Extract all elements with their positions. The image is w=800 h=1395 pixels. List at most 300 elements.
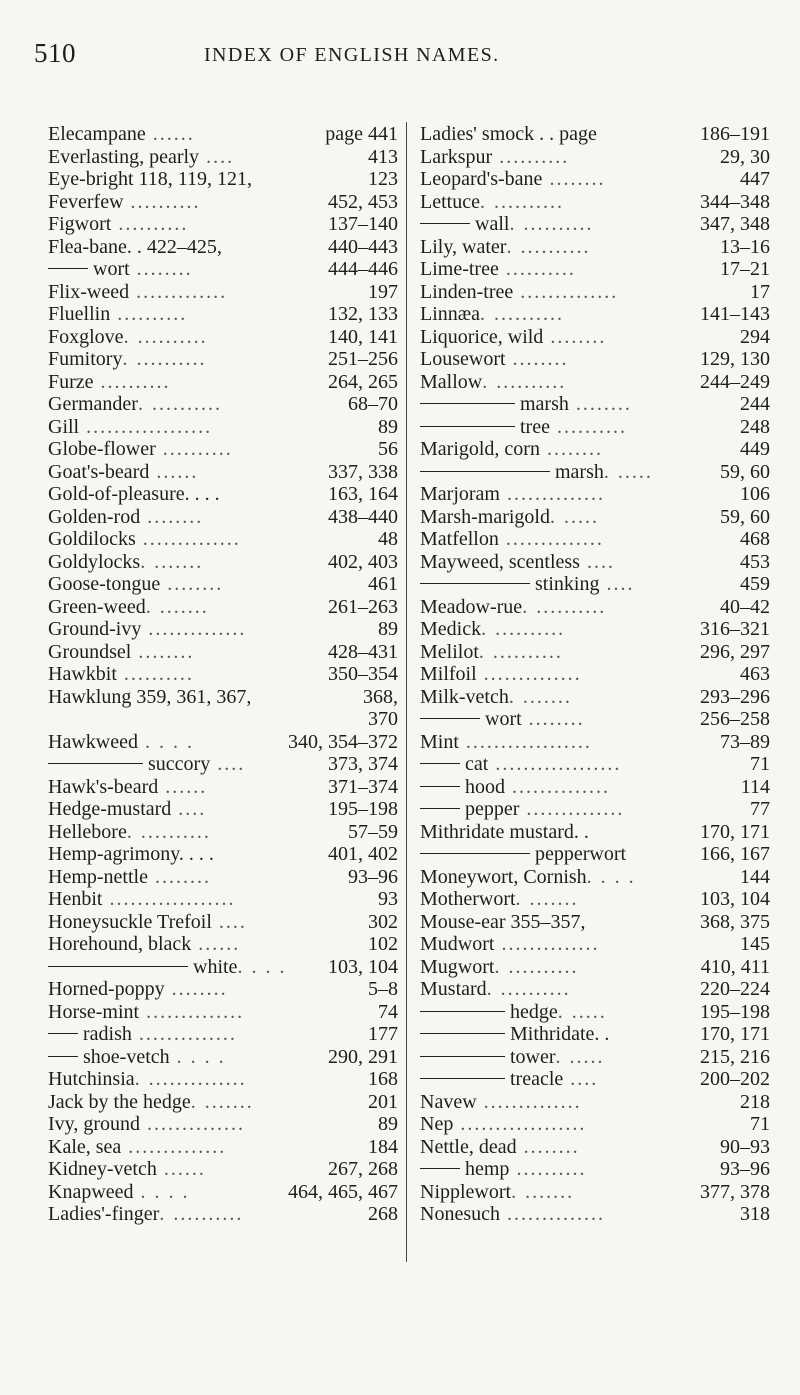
page-reference: 71 [746, 753, 770, 776]
page-reference: 177 [364, 1023, 398, 1046]
index-term: marsh [555, 460, 604, 483]
index-entry [420, 483, 770, 506]
leader-dots: . .......... [123, 325, 208, 348]
index-entry [420, 618, 770, 641]
index-entry [48, 551, 398, 574]
index-entry [48, 798, 398, 821]
index-entry [48, 438, 398, 461]
index-entry [48, 1136, 398, 1159]
page-reference: 290, 291 [324, 1046, 398, 1069]
index-term: Horned-poppy [48, 978, 165, 1000]
page-reference: 144 [736, 866, 770, 889]
index-entry [420, 1001, 770, 1024]
index-entry [420, 371, 770, 394]
index-term: Hemp-agrimony. . . . [48, 843, 214, 865]
index-term: Mudwort [420, 933, 495, 955]
index-term: Elecampane [48, 123, 146, 145]
index-term: Foxglove [48, 325, 124, 348]
page-reference: 461 [364, 573, 398, 596]
leader-dots: .............. [140, 1113, 246, 1135]
index-entry [48, 506, 398, 529]
index-term: Linden-tree [420, 280, 514, 303]
leader-dots: ........ [543, 325, 607, 348]
ditto-dash [420, 808, 460, 809]
page-reference: 93 [374, 888, 398, 911]
index-term: Horse-mint [48, 1000, 140, 1023]
leader-dots: .............. [121, 1135, 227, 1158]
index-term: Larkspur [420, 145, 493, 168]
index-term: pepperwort [535, 843, 627, 865]
leader-dots: . .............. [134, 1068, 247, 1090]
page-reference: 459 [736, 573, 770, 596]
index-term: Germander [48, 393, 138, 415]
leader-dots: ........ [140, 505, 204, 528]
index-term: Mithridate. . [510, 1023, 610, 1045]
leader-dots: ........ [164, 978, 228, 1000]
index-term: Matfellon [420, 528, 499, 550]
index-term: Horehound, black [48, 933, 192, 955]
index-term: radish [83, 1023, 132, 1045]
index-term: Meadow-rue [420, 595, 523, 618]
page-reference: 267, 268 [324, 1158, 398, 1181]
index-entry [48, 213, 398, 236]
index-term: hood [465, 775, 505, 798]
index-term: Liquorice, wild [420, 325, 544, 348]
leader-dots: .............. [131, 1023, 237, 1045]
leader-dots: .... [563, 1068, 599, 1090]
page-reference: 168 [364, 1068, 398, 1091]
index-term: Golden-rod [48, 505, 141, 528]
index-entry [48, 1158, 398, 1181]
page-reference: 56 [374, 438, 398, 461]
page-reference: 89 [374, 416, 398, 439]
page-reference: 444–446 [324, 258, 398, 281]
index-entry [420, 596, 770, 619]
index-term: Lime-tree [420, 258, 499, 280]
ditto-dash [420, 1033, 505, 1034]
leader-dots: ........ [516, 1135, 580, 1158]
index-entry [420, 416, 770, 439]
index-term: wall [475, 213, 510, 235]
index-term: wort [93, 258, 130, 280]
ditto-dash [420, 426, 515, 427]
leader-dots: ........ [131, 640, 195, 663]
index-term: Jack by the hedge [48, 1090, 191, 1113]
index-entry [48, 663, 398, 686]
index-entry [420, 326, 770, 349]
page-reference: 90–93 [716, 1136, 770, 1159]
index-entry [420, 303, 770, 326]
index-entry [48, 146, 398, 169]
index-term: wort [485, 708, 522, 730]
index-entry [48, 978, 398, 1001]
ditto-dash [420, 583, 530, 584]
leader-dots: .................. [453, 1113, 587, 1135]
leader-dots: .......... [110, 303, 188, 325]
leader-dots: . .......... [137, 393, 222, 415]
page-reference: 347, 348 [696, 213, 770, 236]
page-reference: 368, [359, 686, 398, 709]
page-reference: 340, 354–372 [284, 731, 398, 754]
index-term: Mithridate mustard. . [420, 820, 589, 843]
index-entry [420, 438, 770, 461]
leader-dots: .............. [139, 1000, 245, 1023]
leader-dots: .......... [116, 663, 194, 685]
page-reference: 137–140 [324, 213, 398, 236]
index-entry [48, 1068, 398, 1091]
index-term: Figwort [48, 213, 112, 235]
page-reference: 449 [736, 438, 770, 461]
leader-dots: . . . . [137, 730, 194, 753]
page-reference: 244 [736, 393, 770, 416]
index-term: Goldilocks [48, 528, 136, 550]
index-entry [420, 281, 770, 304]
index-term: treacle [510, 1068, 564, 1090]
index-entry [420, 1046, 770, 1069]
page-reference: 316–321 [696, 618, 770, 641]
index-term: Hemp-nettle [48, 865, 148, 888]
index-term: Marsh-marigold [420, 505, 550, 528]
index-column-right [420, 123, 770, 1226]
page-reference: 296, 297 [696, 641, 770, 664]
index-term: Kale, sea [48, 1135, 122, 1158]
running-title: INDEX OF ENGLISH NAMES. [204, 44, 500, 66]
index-term: Hawkweed [48, 730, 138, 753]
index-entry [48, 191, 398, 214]
leader-dots: .............. [513, 280, 619, 303]
index-entry [48, 753, 398, 776]
index-entry [48, 416, 398, 439]
index-term: Flix-weed [48, 280, 130, 303]
index-entry [48, 686, 398, 709]
leader-dots: . ..... [603, 460, 653, 483]
leader-dots: .............. [498, 528, 604, 550]
page-reference: 73–89 [716, 731, 770, 754]
index-term: Knapweed [48, 1180, 134, 1203]
index-entry [420, 1023, 770, 1046]
index-term: Linnæa [420, 303, 480, 325]
index-entry [420, 1068, 770, 1091]
page-reference: 102 [364, 933, 398, 956]
page-reference: 401, 402 [324, 843, 398, 866]
page-reference: 195–198 [696, 1001, 770, 1024]
page-reference: 220–224 [696, 978, 770, 1001]
page-reference: 195–198 [324, 798, 398, 821]
leader-dots: .......... [509, 1158, 587, 1180]
index-term: Henbit [48, 888, 103, 910]
leader-dots: .... [599, 573, 635, 595]
index-entry [48, 461, 398, 484]
leader-dots: . .......... [486, 978, 571, 1000]
leader-dots: ........ [521, 708, 585, 730]
index-entry [48, 888, 398, 911]
leader-dots: ...... [191, 933, 241, 955]
leader-dots: .......... [549, 415, 627, 438]
leader-dots: ...... [145, 123, 195, 145]
index-term: Kidney-vetch [48, 1158, 157, 1180]
leader-dots: ...... [158, 775, 208, 798]
index-term: Hawklung 359, 361, 367, [48, 685, 252, 708]
index-term: Milk-vetch [420, 685, 509, 708]
index-entry [48, 1046, 398, 1069]
index-term: Goat's-beard [48, 460, 150, 483]
page-reference: 218 [736, 1091, 770, 1114]
leader-dots: . ..... [557, 1000, 607, 1023]
leader-dots: . ....... [190, 1090, 254, 1113]
index-entry [420, 821, 770, 844]
page-reference: 5–8 [364, 978, 398, 1001]
index-term: Leopard's-bane [420, 168, 543, 190]
index-term: Lettuce [420, 190, 480, 213]
leader-dots: .................. [488, 753, 622, 775]
index-entry [420, 461, 770, 484]
page-reference: 251–256 [324, 348, 398, 371]
index-entry [420, 753, 770, 776]
page-reference: 201 [364, 1091, 398, 1114]
index-entry [420, 1113, 770, 1136]
index-term: Goose-tongue [48, 573, 161, 595]
index-entry [48, 528, 398, 551]
ditto-dash [48, 268, 88, 269]
leader-dots: .......... [492, 145, 570, 168]
page-reference: 370 [364, 708, 398, 730]
leader-dots: . . . . [133, 1180, 190, 1203]
page-reference: 468 [736, 528, 770, 551]
leader-dots: ........ [542, 168, 606, 190]
index-term: white [193, 955, 238, 978]
index-term: Ladies' smock . . page [420, 123, 597, 145]
index-entry [420, 933, 770, 956]
leader-dots: .............. [141, 618, 247, 640]
page-reference: 268 [364, 1203, 398, 1226]
index-term: Honeysuckle Trefoil [48, 910, 212, 933]
index-entry [420, 731, 770, 754]
index-term: Motherwort [420, 888, 516, 910]
index-entry [420, 663, 770, 686]
page-reference: 57–59 [344, 821, 398, 844]
leader-dots: .......... [123, 190, 201, 213]
leader-dots: .......... [155, 438, 233, 460]
index-entry [420, 798, 770, 821]
page-reference: 293–296 [696, 686, 770, 709]
index-term: succory [148, 753, 211, 775]
ditto-dash [420, 853, 530, 854]
index-entry [48, 236, 398, 259]
leader-dots: .............. [499, 1203, 605, 1225]
index-entry [420, 956, 770, 979]
ditto-dash [420, 471, 550, 472]
leader-dots: ............. [129, 280, 228, 303]
page-reference: 184 [364, 1136, 398, 1159]
page-reference: 163, 164 [324, 483, 398, 506]
page-reference: 166, 167 [696, 843, 770, 866]
index-entry [48, 911, 398, 934]
leader-dots: . ....... [508, 685, 572, 708]
index-term: Hawkbit [48, 663, 117, 685]
page-reference: 89 [374, 1113, 398, 1136]
index-entry [48, 843, 398, 866]
page-reference: 114 [737, 776, 770, 799]
index-entry [420, 888, 770, 911]
index-entry [48, 573, 398, 596]
index-entry [420, 168, 770, 191]
index-entry [420, 708, 770, 731]
index-entry [48, 168, 398, 191]
index-term: marsh [520, 393, 569, 415]
page-reference: 402, 403 [324, 551, 398, 574]
page-reference: 371–374 [324, 776, 398, 799]
index-term: Gill [48, 415, 80, 438]
page-reference: 200–202 [696, 1068, 770, 1091]
index-entry [48, 618, 398, 641]
index-term: hemp [465, 1158, 510, 1180]
leader-dots: . .......... [159, 1203, 244, 1225]
page-reference: 344–348 [696, 191, 770, 214]
index-entry [420, 866, 770, 889]
index-entry [48, 956, 398, 979]
leader-dots: . .......... [126, 820, 211, 843]
leader-dots: .......... [498, 258, 576, 280]
index-entry [48, 866, 398, 889]
index-entry [48, 258, 398, 281]
page-reference: 186–191 [696, 123, 770, 146]
index-entry [48, 281, 398, 304]
leader-dots: . .......... [479, 190, 564, 213]
index-term: Hellebore [48, 820, 127, 843]
index-term: Fumitory [48, 348, 123, 370]
leader-dots: ........ [147, 865, 211, 888]
index-entry [48, 393, 398, 416]
index-entry [420, 1181, 770, 1204]
page-reference: 294 [736, 326, 770, 349]
page-reference: 264, 265 [324, 371, 398, 394]
ditto-dash [420, 1011, 505, 1012]
page-reference: 197 [364, 281, 398, 304]
page-reference: 13–16 [716, 236, 770, 259]
page-reference: 59, 60 [716, 461, 770, 484]
leader-dots: . .......... [478, 640, 563, 663]
page-reference: 145 [736, 933, 770, 956]
index-term: Melilot [420, 640, 479, 663]
index-term: Nep [420, 1113, 454, 1135]
index-entry [420, 1136, 770, 1159]
ditto-dash [48, 763, 143, 764]
ditto-dash [48, 1056, 78, 1057]
index-entry [48, 1001, 398, 1024]
leader-dots: ........ [160, 573, 224, 595]
leader-dots: . .......... [482, 370, 567, 393]
page-reference: 103, 104 [696, 888, 770, 911]
page-reference: 132, 133 [324, 303, 398, 326]
index-term: Navew [420, 1090, 477, 1113]
index-entry [420, 506, 770, 529]
leader-dots: .......... [93, 370, 171, 393]
index-term: Lousewort [420, 348, 506, 370]
index-entry [420, 236, 770, 259]
index-term: Fluellin [48, 303, 111, 325]
page-reference: 453 [736, 551, 770, 574]
page-reference: 170, 171 [696, 1023, 770, 1046]
page-reference: 261–263 [324, 596, 398, 619]
page-reference: 440–443 [324, 236, 398, 259]
page-reference: 48 [374, 528, 398, 551]
index-entry [420, 573, 770, 596]
index-entry [420, 1091, 770, 1114]
index-entry [420, 843, 770, 866]
page-reference: 68–70 [344, 393, 398, 416]
leader-dots: ........ [505, 348, 569, 370]
index-term: pepper [465, 798, 520, 820]
ditto-dash [420, 763, 460, 764]
leader-dots: .... [199, 145, 235, 168]
leader-dots: .............. [476, 1090, 582, 1113]
leader-dots: . . . . [586, 865, 636, 888]
index-entry [420, 1203, 770, 1226]
index-term: Mayweed, scentless [420, 550, 580, 573]
ditto-dash [420, 718, 480, 719]
page-reference: 59, 60 [716, 506, 770, 529]
index-entry [420, 348, 770, 371]
leader-dots: .............. [476, 663, 582, 685]
index-term: shoe-vetch [83, 1045, 170, 1068]
leader-dots: .............. [494, 933, 600, 955]
leader-dots: . .......... [509, 213, 594, 235]
index-term: stinking [535, 573, 600, 595]
index-term: Goldylocks [48, 550, 141, 573]
leader-dots: .................. [458, 730, 592, 753]
page-reference: 464, 465, 467 [284, 1181, 398, 1204]
page-reference: 123 [364, 168, 398, 191]
index-entry [420, 528, 770, 551]
page-reference: 373, 374 [324, 753, 398, 776]
page-reference: 77 [746, 798, 770, 821]
index-entry [420, 393, 770, 416]
index-entry [48, 933, 398, 956]
page-reference: 368, 375 [696, 911, 770, 934]
index-entry [48, 1023, 398, 1046]
leader-dots: . .......... [494, 955, 579, 978]
ditto-dash [48, 1033, 78, 1034]
page-reference: 410, 411 [697, 956, 770, 979]
index-entry [48, 326, 398, 349]
page-reference: 447 [736, 168, 770, 191]
index-entry [48, 348, 398, 371]
index-entry [48, 483, 398, 506]
index-term: Furze [48, 370, 94, 393]
index-entry [48, 1091, 398, 1114]
index-term: Groundsel [48, 640, 132, 663]
index-term: Gold-of-pleasure. . . . [48, 483, 220, 505]
index-entry [48, 708, 398, 731]
page-reference: 350–354 [324, 663, 398, 686]
index-term: Mallow [420, 370, 483, 393]
index-term: Ladies'-finger [48, 1203, 160, 1225]
index-entry [420, 686, 770, 709]
page-reference: 129, 130 [696, 348, 770, 371]
page-reference: 463 [736, 663, 770, 686]
leader-dots: .... [579, 550, 615, 573]
page-reference: 93–96 [344, 866, 398, 889]
leader-dots: ........ [129, 258, 193, 280]
ditto-dash [420, 403, 515, 404]
index-term: Eye-bright 118, 119, 121, [48, 168, 253, 190]
index-term: Flea-bane. . 422–425, [48, 235, 222, 258]
leader-dots: . .......... [522, 595, 607, 618]
page-reference: 256–258 [696, 708, 770, 731]
leader-dots: .... [211, 910, 247, 933]
index-entry [48, 303, 398, 326]
leader-dots: . .......... [506, 235, 591, 258]
